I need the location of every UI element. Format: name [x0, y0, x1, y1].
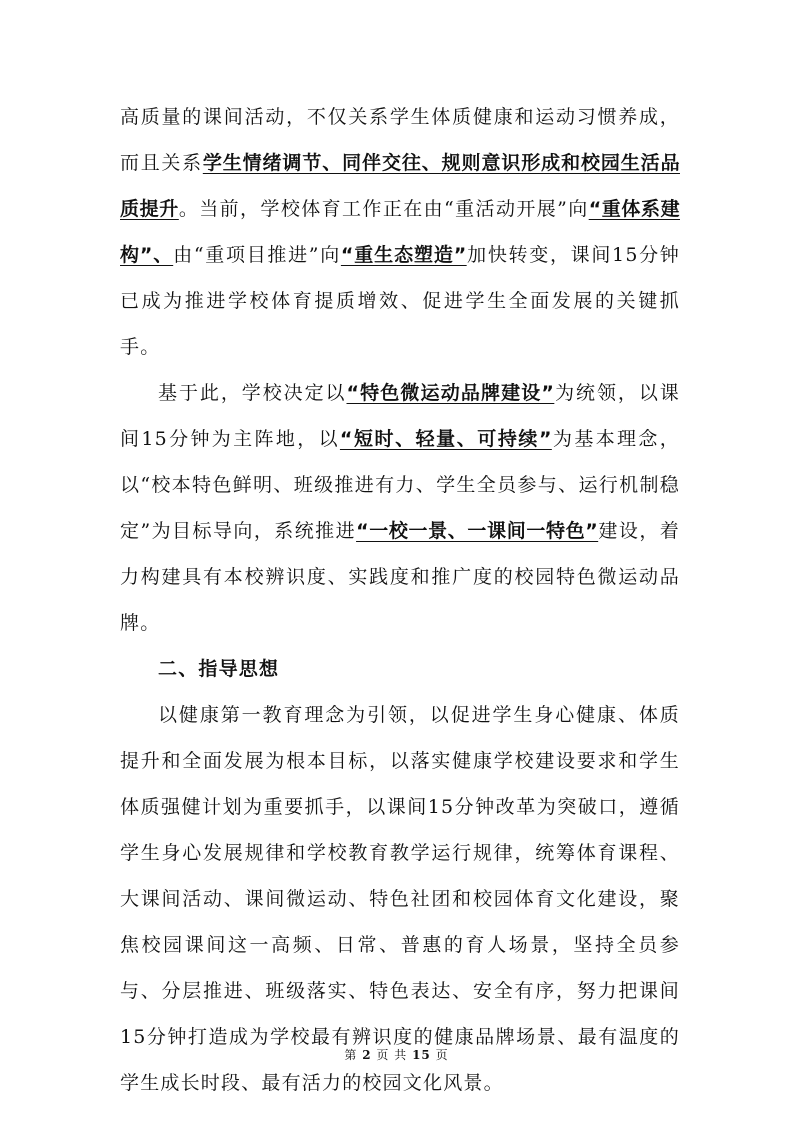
paragraph-background [120, 94, 680, 370]
text-run: 为基本理念，以“校本特色鲜明、班级推进有力、学生全员参与、运行机制稳定”为目标导向，系统推进 [120, 428, 680, 542]
emphasis-run: “重体系建构”、 [120, 198, 680, 266]
text-run: 加快转变，课间15分钟已成为推进学校体育提质增效、促进学生全面发展的关键抓手。 [120, 244, 681, 358]
page-footer [0, 1046, 793, 1063]
paragraph-decision [120, 370, 680, 646]
text-run: 为统领，以课间15分钟为主阵地，以 [120, 382, 680, 450]
footer-middle: 页 共 [376, 1048, 408, 1062]
emphasis-run: 学生情绪调节、同伴交往、规则意识形成和校园生活品质提升 [120, 152, 680, 220]
footer-prefix: 第 [344, 1048, 358, 1062]
emphasis-run: “一校一景、一课间一特色” [356, 520, 599, 542]
emphasis-run: “特色微运动品牌建设” [346, 382, 555, 404]
text-run: 由“重项目推进”向 [173, 244, 341, 266]
emphasis-run: “短时、轻量、可持续” [339, 428, 552, 450]
footer-suffix: 页 [435, 1048, 449, 1062]
text-run: 建设，着力构建具有本校辨识度、实践度和推广度的校园特色微运动品牌。 [120, 520, 680, 634]
text-run: 基于此，学校决定以 [158, 382, 347, 404]
document-body [120, 94, 680, 1106]
emphasis-run: “重生态塑造” [340, 244, 467, 266]
current-page-number: 2 [362, 1048, 372, 1062]
total-pages-number: 15 [412, 1048, 431, 1062]
section-heading: 二、指导思想 [158, 658, 280, 680]
paragraph-guiding-ideology: 以健康第一教育理念为引领，以促进学生身心健康、体质提升和全面发展为根本目标，以落实健康学校建设要求和学生体质强健计划为重要抓手，以课间15分钟改革为突破口，遵循学生身心发展规律和学校教育教学运行规律，统筹体育课程、大课间活动、课间微运动、特色社团和校园体育文化建设，聚焦校园课间这一高频、日常、普惠的育人场景，坚持全员参与、分层推进、班级落实、特色表达、安全有序，努力把课间15分钟打造成为学校最有辨识度的健康品牌场景、最有温度的学生成长时段、最有活力的校园文化风景。 [120, 704, 680, 1094]
text-run: 高质量的课间活动，不仅关系学生体质健康和运动习惯养成，而且关系 [120, 106, 680, 174]
text-run: 。当前，学校体育工作正在由“重活动开展”向 [178, 198, 589, 220]
